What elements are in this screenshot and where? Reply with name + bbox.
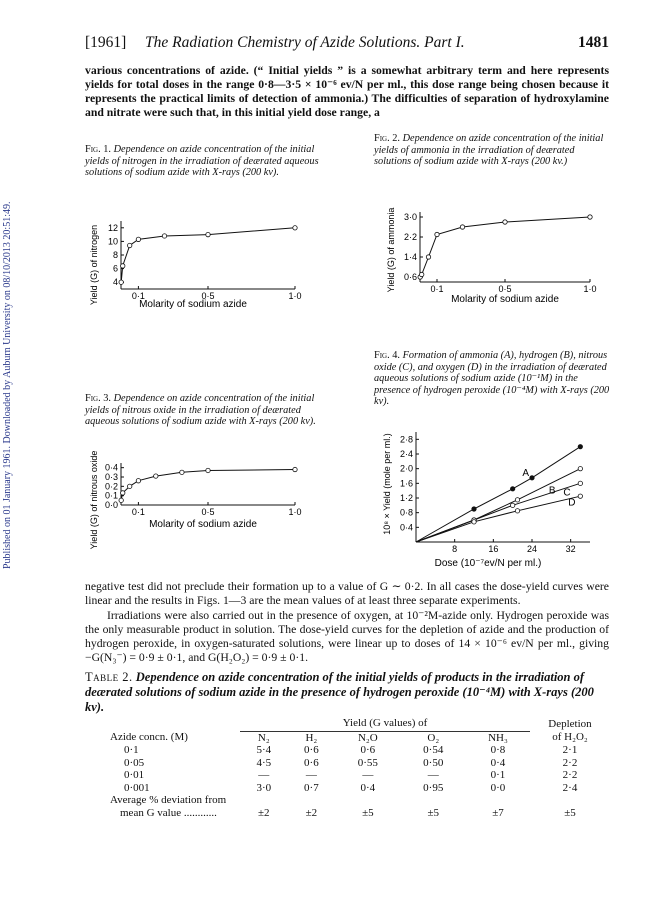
row-concn: 0·01 <box>124 769 145 781</box>
table-avg-row-1 <box>110 794 610 807</box>
fig1-caption-text: Dependence on azide concentration of the initial yields of nitrogen in the irradiation of deærated aqueous solutions of sodium azide with X-rays (200 kv). <box>85 144 319 178</box>
fig4-data-point <box>472 507 476 511</box>
fig3-ylabel: Yield (G) of nitrous oxide <box>89 450 99 550</box>
fig4-plot <box>378 426 610 568</box>
fig4-data-point <box>472 520 476 524</box>
fig3-chart <box>85 450 325 550</box>
fig3-data-point <box>206 468 210 472</box>
fig4-label: Fig. 4. <box>374 350 400 361</box>
fig4-x-tick-label: 16 <box>488 544 499 554</box>
fig4-series-line <box>416 469 580 542</box>
table-cell: 0·4 <box>360 781 376 794</box>
intro-paragraph: various concentrations of azide. (“ Initial yields ” is a somewhat arbitrary term and here represents yields for total doses in the range 0·8—3·5 × 10⁻⁶ ev/N per ml., this dose range being chosen because it represents the practical limits of detection of ammonia.) The difficulties of separation of hydroxylamine and nitrate were such that, in this initial yield dose range, a <box>85 64 609 119</box>
fig3-data-point <box>121 491 125 495</box>
fig1-y-tick-label: 10 <box>107 236 118 247</box>
table-cell: 0·95 <box>423 781 444 794</box>
fig2-series-line <box>420 217 590 277</box>
table-cell: 0·50 <box>423 756 444 769</box>
col-concn: Azide concn. (M) <box>110 731 188 744</box>
fig1-x-tick-label: 1·0 <box>288 291 302 301</box>
table-cell: 3·0 <box>256 781 272 794</box>
fig1-data-point <box>206 232 210 236</box>
page-number: 1481 <box>578 34 609 51</box>
table-cell: ±7 <box>492 806 504 819</box>
fig4-curve-label: D <box>568 497 576 509</box>
table-cell: 0·55 <box>357 756 378 769</box>
fig2-y-tick-label: 0·6 <box>403 272 417 282</box>
fig3-y-tick-label: 0·0 <box>104 500 118 510</box>
table-row <box>110 769 610 782</box>
header-title: The Radiation Chemistry of Azide Solutions. Part I. <box>145 34 465 51</box>
col-nh3: NH₃ <box>488 731 508 744</box>
table-row <box>110 744 610 757</box>
fig4-data-point <box>515 509 519 513</box>
fig4-data-point <box>515 498 519 502</box>
fig1-data-point <box>128 243 132 247</box>
col-n2o: N₂O <box>357 731 378 744</box>
fig2-caption <box>374 133 606 168</box>
fig3-xlabel: Molarity of sodium azide <box>149 519 257 530</box>
fig1-label: Fig. 1. <box>85 144 111 155</box>
fig2-data-point <box>588 215 592 219</box>
fig2-plot <box>380 206 610 304</box>
table-cell: ±5 <box>564 806 576 819</box>
fig4-y-tick-label: 0·4 <box>399 522 413 533</box>
table-cell: — <box>258 769 270 781</box>
col-o2: O₂ <box>427 731 440 744</box>
running-header <box>85 34 609 56</box>
fig2-label: Fig. 2. <box>374 133 400 144</box>
fig2-x-tick-label: 0·1 <box>430 284 444 294</box>
fig1-data-point <box>136 237 140 241</box>
fig1-data-point <box>119 280 123 284</box>
table2-label: Table 2. <box>85 670 133 684</box>
fig3-data-point <box>128 484 132 488</box>
fig3-caption-text: Dependence on azide concentration of the initial yields of nitrous oxide in the irradiation of deærated aqueous solutions of sodium azide with X-rays (200 kv). <box>85 393 316 427</box>
table-cell: 0·4 <box>490 756 506 769</box>
fig1-x-tick-label: 0·5 <box>201 291 215 301</box>
fig4-x-tick-label: 8 <box>452 544 458 554</box>
table-cell: 0·0 <box>490 781 506 794</box>
table-cell: 0·6 <box>360 744 376 756</box>
fig4-y-tick-label: 0·8 <box>399 507 413 518</box>
avg-label-1: Average % deviation from <box>110 794 227 806</box>
fig1-data-point <box>121 264 125 268</box>
table-cell: ±5 <box>427 806 440 819</box>
fig2-xlabel: Molarity of sodium azide <box>451 294 559 305</box>
fig3-x-tick-label: 0·5 <box>201 507 215 517</box>
fig3-x-tick-label: 0·1 <box>131 507 145 517</box>
fig4-y-tick-label: 2·4 <box>399 449 413 459</box>
table-cell: 4·5 <box>256 756 272 769</box>
table-cell: 2·4 <box>562 781 578 794</box>
table-cell: 0·8 <box>490 744 506 756</box>
fig2-data-point <box>420 272 424 276</box>
table-row <box>110 782 610 795</box>
table-header-row <box>110 731 610 744</box>
table-cell: 5·4 <box>256 744 272 756</box>
fig3-x-tick-label: 1·0 <box>288 507 302 517</box>
col-depletion-1: Depletion <box>548 717 592 730</box>
fig1-data-point <box>162 234 166 238</box>
table-cell: — <box>427 769 439 781</box>
fig1-y-tick-label: 4 <box>112 277 118 288</box>
fig4-chart <box>378 426 610 568</box>
fig1-ylabel: Yield (G) of nitrogen <box>89 224 99 306</box>
table-cell: — <box>305 769 317 781</box>
fig1-xlabel: Molarity of sodium azide <box>139 299 247 310</box>
fig4-data-point <box>578 494 582 498</box>
row-concn: 0·1 <box>124 744 139 756</box>
fig1-plot <box>85 215 325 310</box>
fig2-data-point <box>426 255 430 259</box>
fig1-data-point <box>293 226 297 230</box>
fig2-data-point <box>503 220 507 224</box>
fig2-data-point <box>435 232 439 236</box>
table-cell: 0·1 <box>490 769 506 781</box>
download-watermark: Published on 01 January 1961. Downloaded by Auburn University on 08/10/2013 20:51:49. <box>2 201 13 569</box>
col-h2: H₂ <box>305 731 318 744</box>
fig3-data-point <box>180 470 184 474</box>
fig1-x-tick-label: 0·1 <box>131 291 145 301</box>
header-year: [1961] <box>85 34 127 51</box>
fig1-y-tick-label: 12 <box>107 222 118 233</box>
results-paragraph: negative test did not preclude their formation up to a value of G ∼ 0·2. In all cases the dose-yield curves were linear and the results in Figs. 1—3 are the mean values of at least three separate experiments. <box>85 580 609 607</box>
table-cell: 2·2 <box>562 756 578 769</box>
fig2-y-tick-label: 2·2 <box>403 232 417 242</box>
oxygen-paragraph: Irradiations were also carried out in the presence of oxygen, at 10⁻²M-azide only. Hydrogen peroxide was the only measurable product in solution. The dose-yield curves for the depletion of azide and the production of hydrogen peroxide, in oxygen-saturated solutions, were linear up to doses of 14 × 10⁻⁶ ev/N per ml., giving −G(N₃⁻) = 0·9 ± 0·1, and G(H₂O₂) = 0·9 ± 0·1. <box>85 609 609 664</box>
table-cell: ±2 <box>305 806 318 819</box>
table-cell: 0·6 <box>304 756 319 769</box>
fig2-x-tick-label: 0·5 <box>498 284 512 294</box>
table-cell: ±2 <box>258 806 270 819</box>
table-cell: — <box>362 769 374 781</box>
fig3-plot <box>85 450 325 550</box>
fig2-data-point <box>460 225 464 229</box>
fig3-label: Fig. 3. <box>85 393 111 404</box>
fig2-x-tick-label: 1·0 <box>583 284 597 294</box>
table-group-header-row <box>110 717 610 731</box>
table-cell: 0·6 <box>304 744 319 756</box>
fig4-caption-text: Formation of ammonia (A), hydrogen (B), nitrous oxide (C), and oxygen (D) in the irradiation of deærated aqueous solutions of sodium azide (10⁻¹M) in the presence of hydrogen peroxide (10⁻⁴M) with X-rays (200 kv). <box>374 350 610 407</box>
table-avg-row-2 <box>110 807 610 820</box>
fig3-y-tick-label: 0·4 <box>104 462 118 473</box>
fig3-series-line <box>121 470 295 501</box>
fig3-data-point <box>293 467 297 471</box>
fig1-chart <box>85 215 325 310</box>
fig4-x-tick-label: 32 <box>565 544 576 554</box>
table-row <box>110 757 610 770</box>
fig4-data-point <box>578 466 582 470</box>
fig3-caption <box>85 393 325 428</box>
fig3-data-point <box>136 479 140 483</box>
fig4-series-line <box>416 496 580 542</box>
fig4-caption <box>374 350 610 408</box>
fig4-curve-label: A <box>522 468 530 479</box>
fig4-curve-label: B <box>548 485 556 497</box>
fig3-y-tick-label: 0·1 <box>104 490 118 501</box>
fig1-caption <box>85 144 325 179</box>
fig3-data-point <box>119 498 123 502</box>
fig3-y-tick-label: 0·3 <box>104 472 118 482</box>
fig4-y-tick-label: 2·0 <box>399 463 413 474</box>
table-cell: 2·1 <box>562 744 578 756</box>
row-concn: 0·05 <box>124 756 145 769</box>
fig4-x-tick-label: 24 <box>526 544 538 554</box>
table2 <box>110 717 610 819</box>
fig3-y-tick-label: 0·2 <box>104 481 118 492</box>
fig4-data-point <box>578 444 582 448</box>
fig4-xlabel: Dose (10⁻⁷ev/N per ml.) <box>434 558 542 569</box>
table-cell: 0·7 <box>304 781 319 794</box>
fig4-y-tick-label: 2·8 <box>399 434 413 445</box>
row-concn: 0·001 <box>124 781 150 794</box>
fig3-data-point <box>154 474 158 478</box>
fig4-y-tick-label: 1·2 <box>399 493 413 503</box>
col-n2: N₂ <box>257 731 270 744</box>
fig2-caption-text: Dependence on azide concentration of the initial yields of ammonia in the irradiation of deærated solutions of sodium azide with X-rays (200 kv.) <box>374 133 604 167</box>
fig4-curve-label: C <box>563 487 571 499</box>
table-cell: ±5 <box>362 806 374 819</box>
fig2-chart <box>380 206 610 304</box>
fig4-ylabel: 10⁸ × Yield (mole per ml.) <box>382 433 392 535</box>
fig4-data-point <box>530 476 534 480</box>
fig4-data-point <box>578 481 582 485</box>
col-depletion-2: of H₂O₂ <box>552 731 588 744</box>
avg-label-2: mean G value ............ <box>120 806 217 819</box>
fig2-y-tick-label: 3·0 <box>403 212 417 222</box>
table-cell: 0·54 <box>423 744 444 756</box>
fig1-y-tick-label: 8 <box>112 250 118 260</box>
fig4-series-line <box>416 447 580 542</box>
table-cell: 2·2 <box>562 769 578 781</box>
table-group-header: Yield (G values) of <box>240 717 530 731</box>
fig2-ylabel: Yield (G) of ammonia <box>386 207 396 293</box>
fig4-data-point <box>510 503 514 507</box>
fig2-y-tick-label: 1·4 <box>403 252 417 262</box>
table2-caption <box>85 670 609 715</box>
fig4-data-point <box>510 487 514 491</box>
table2-caption-text: Dependence on azide concentration of the initial yields of products in the irradiation of deærated solutions of sodium azide in the presence of hydrogen peroxide (10⁻⁴M) with X-rays (200 kv). <box>85 670 594 714</box>
fig4-y-tick-label: 1·6 <box>399 478 413 489</box>
fig1-y-tick-label: 6 <box>112 263 118 274</box>
